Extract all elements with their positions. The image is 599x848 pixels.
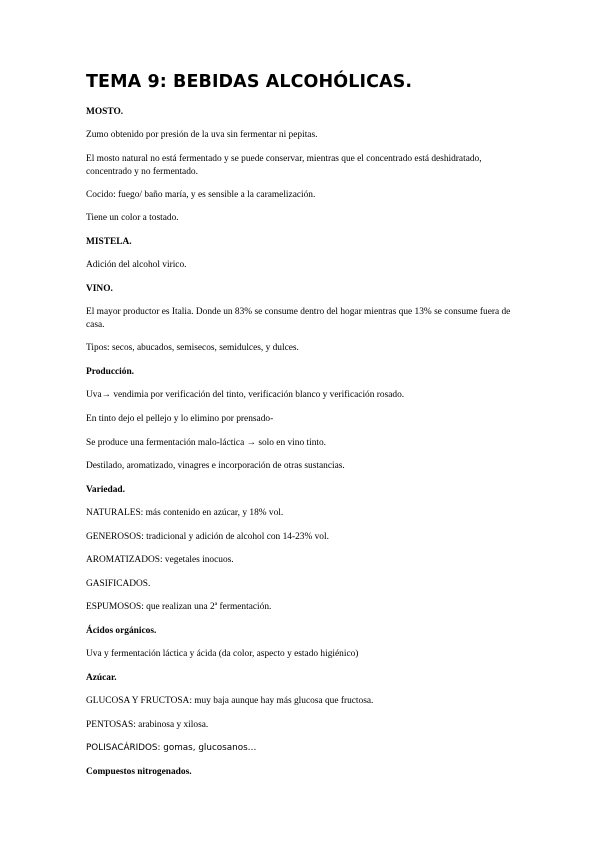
paragraph: NATURALES: más contenido en azúcar, y 18% vol. bbox=[86, 508, 284, 518]
paragraph: Uva→ vendimia por verificación del tinto, verificación blanco y verificación rosado. bbox=[86, 390, 405, 400]
document-title: TEMA 9: BEBIDAS ALCOHÓLICAS. bbox=[86, 72, 413, 92]
heading-vino: VINO. bbox=[86, 284, 113, 294]
heading-mistela: MISTELA. bbox=[86, 237, 132, 247]
paragraph: PENTOSAS: arabinosa y xilosa. bbox=[86, 720, 209, 730]
paragraph: Cocido: fuego/ baño maría, y es sensible a la caramelización. bbox=[86, 190, 316, 200]
paragraph: El mayor productor es Italia. Donde un 83% se consume dentro del hogar mientras que 13% se consume fuera de casa. bbox=[86, 307, 511, 330]
paragraph: Adición del alcohol virico. bbox=[86, 260, 187, 270]
paragraph: En tinto dejo el pellejo y lo elimino por prensado- bbox=[86, 414, 274, 424]
paragraph: ESPUMOSOS: que realizan una 2ª fermentación. bbox=[86, 602, 272, 612]
heading-variedad: Variedad. bbox=[86, 485, 125, 495]
heading-produccion: Producción. bbox=[86, 367, 135, 377]
heading-compuestos: Compuestos nitrogenados. bbox=[86, 767, 192, 777]
paragraph: GLUCOSA Y FRUCTOSA: muy baja aunque hay más glucosa que fructosa. bbox=[86, 696, 374, 706]
paragraph: GENEROSOS: tradicional y adición de alcohol con 14-23% vol. bbox=[86, 532, 329, 542]
heading-azucar: Azúcar. bbox=[86, 673, 117, 683]
paragraph: AROMATIZADOS: vegetales inocuos. bbox=[86, 555, 234, 565]
heading-acidos: Ácidos orgánicos. bbox=[86, 626, 157, 636]
heading-mosto: MOSTO. bbox=[86, 107, 124, 117]
paragraph: POLISACÁRIDOS: gomas, glucosanos… bbox=[86, 743, 257, 753]
paragraph: Tiene un color a tostado. bbox=[86, 213, 179, 223]
paragraph: Uva y fermentación láctica y ácida (da color, aspecto y estado higiénico) bbox=[86, 649, 359, 659]
paragraph: Se produce una fermentación malo-láctica → solo en vino tinto. bbox=[86, 438, 327, 448]
paragraph: El mosto natural no está fermentado y se puede conservar, mientras que el concentrado está deshidratado, concentrado y no fermentado. bbox=[86, 154, 482, 177]
paragraph: Zumo obtenido por presión de la uva sin fermentar ni pepitas. bbox=[86, 130, 318, 140]
paragraph: Destilado, aromatizado, vinagres e incorporación de otras sustancias. bbox=[86, 461, 345, 471]
paragraph: Tipos: secos, abucados, semisecos, semidulces, y dulces. bbox=[86, 343, 299, 353]
paragraph: GASIFICADOS. bbox=[86, 579, 151, 589]
